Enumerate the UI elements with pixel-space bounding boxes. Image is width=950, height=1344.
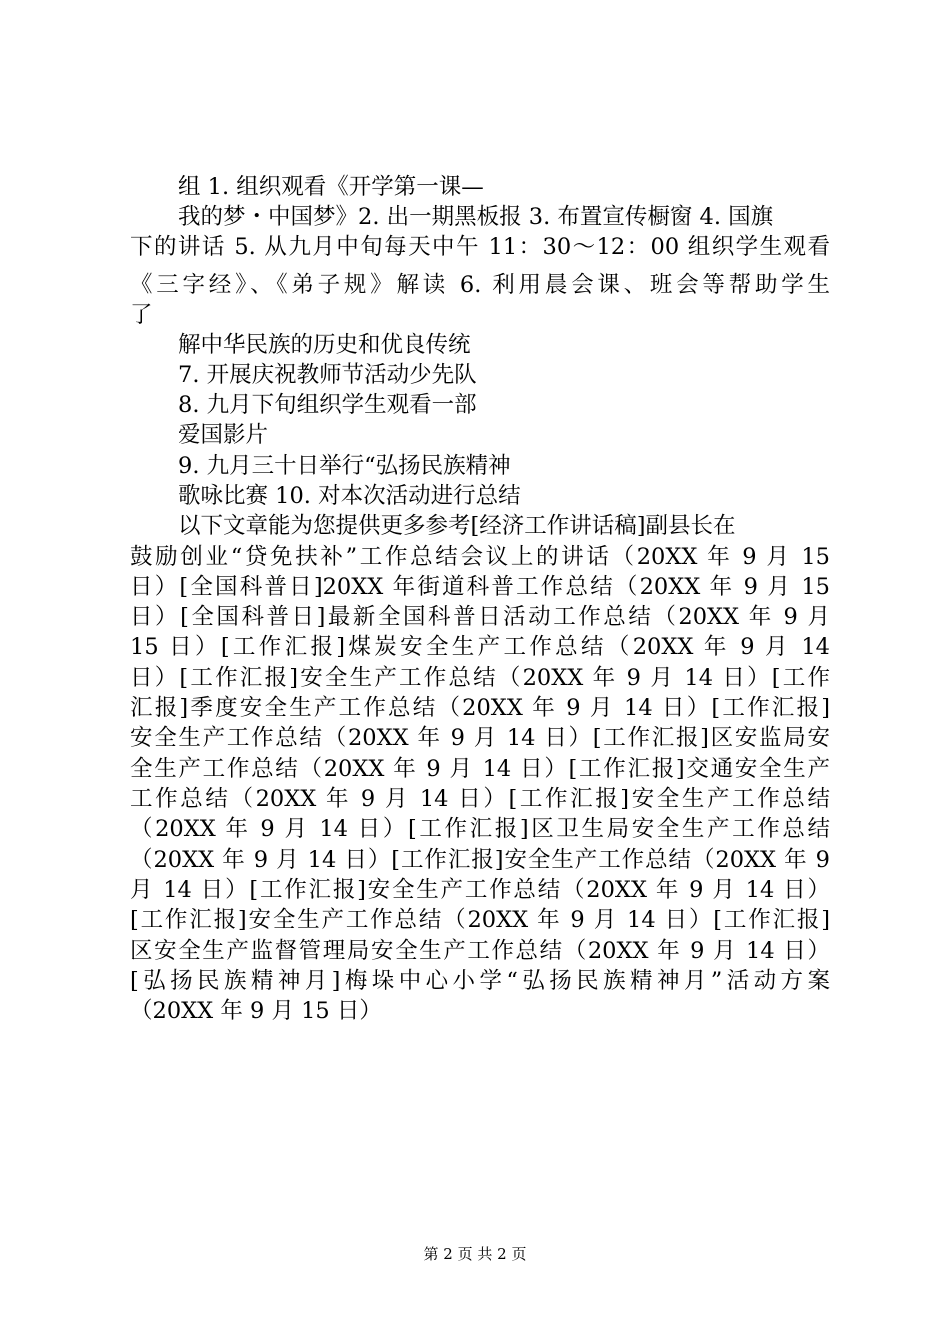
text-line: 了: [130, 302, 153, 328]
text-line: 日）[工作汇报]安全生产工作总结（20XX 年 9 月 14 日）[工作: [130, 665, 830, 691]
text-line: 日）[全国科普日]20XX 年街道科普工作总结（20XX 年 9 月 15: [130, 574, 830, 600]
text-line: 日）[全国科普日]最新全国科普日活动工作总结（20XX 年 9 月: [130, 604, 830, 630]
text-line: 我的梦・中国梦》2. 出一期黑板报 3. 布置宣传橱窗 4. 国旗: [178, 204, 774, 230]
text-line: 组 1. 组织观看《开学第一课—: [178, 174, 484, 200]
text-line: （20XX 年 9 月 15 日）: [130, 998, 382, 1024]
text-line: 月 14 日）[工作汇报]安全生产工作总结（20XX 年 9 月 14 日）: [130, 877, 830, 903]
text-line: 工作总结（20XX 年 9 月 14 日）[工作汇报]安全生产工作总结: [130, 786, 830, 812]
text-line: 8. 九月下旬组织学生观看一部: [178, 392, 477, 418]
page-number-footer: 第 2 页 共 2 页: [423, 1245, 527, 1263]
text-line: 解中华民族的历史和优良传统: [178, 332, 471, 358]
text-line: 15 日）[工作汇报]煤炭安全生产工作总结（20XX 年 9 月 14: [130, 634, 830, 660]
text-line: 歌咏比赛 10. 对本次活动进行总结: [178, 483, 521, 509]
text-line: 9. 九月三十日举行“弘扬民族精神: [178, 453, 511, 479]
text-line: 以下文章能为您提供更多参考[经济工作讲话稿]副县长在: [178, 513, 736, 539]
text-line: 安全生产工作总结（20XX 年 9 月 14 日）[工作汇报]区安监局安: [130, 725, 830, 751]
text-line: （20XX 年 9 月 14 日）[工作汇报]区卫生局安全生产工作总结: [130, 816, 830, 842]
text-line: 《三字经》、《弟子规》解读 6. 利用晨会课、班会等帮助学生: [130, 272, 830, 298]
text-line: 全生产工作总结（20XX 年 9 月 14 日）[工作汇报]交通安全生产: [130, 756, 830, 782]
text-line: 区安全生产监督管理局安全生产工作总结（20XX 年 9 月 14 日）: [130, 938, 830, 964]
text-line: 7. 开展庆祝教师节活动少先队: [178, 362, 477, 388]
text-line: 爱国影片: [178, 422, 269, 448]
text-line: 下的讲话 5. 从九月中旬每天中午 11：30～12：00 组织学生观看: [130, 234, 830, 260]
text-line: （20XX 年 9 月 14 日）[工作汇报]安全生产工作总结（20XX 年 9: [130, 847, 830, 873]
text-line: 汇报]季度安全生产工作总结（20XX 年 9 月 14 日）[工作汇报]: [130, 695, 830, 721]
text-line: [工作汇报]安全生产工作总结（20XX 年 9 月 14 日）[工作汇报]: [130, 907, 830, 933]
text-line: 鼓励创业“贷免扶补”工作总结会议上的讲话（20XX 年 9 月 15: [130, 544, 830, 570]
text-line: [弘扬民族精神月]梅垛中心小学“弘扬民族精神月”活动方案: [130, 968, 830, 994]
